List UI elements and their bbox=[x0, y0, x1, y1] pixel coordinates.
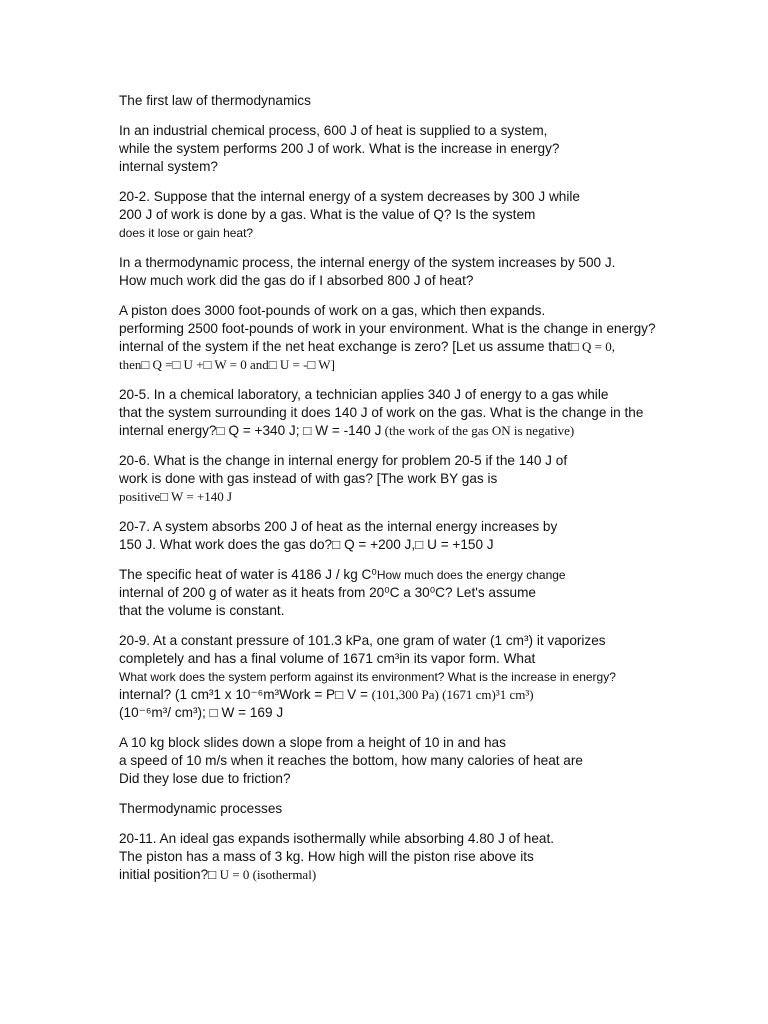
text-line: The piston has a mass of 3 kg. How high will the piston rise above its bbox=[119, 849, 534, 864]
problem-paragraph bbox=[119, 122, 699, 176]
text-line: 20-11. An ideal gas expands isothermally while absorbing 4.80 J of heat. bbox=[119, 831, 555, 846]
text-line bbox=[119, 566, 699, 584]
formula-segment: □ Q = 0, bbox=[570, 339, 615, 354]
text-line: In a thermodynamic process, the internal energy of the system increases by 500 J. bbox=[119, 255, 616, 270]
text-line: 200 J of work is done by a gas. What is the value of Q? Is the system bbox=[119, 207, 536, 222]
problem-paragraph bbox=[119, 566, 699, 620]
problem-paragraph bbox=[119, 188, 699, 242]
text-line: What work does the system perform against its environment? What is the increase in energy? bbox=[119, 670, 616, 684]
text-line bbox=[119, 686, 699, 704]
problem-paragraph bbox=[119, 302, 699, 374]
formula-segment: (the work of the gas ON is negative) bbox=[381, 423, 575, 438]
text-line: 150 J. What work does the gas do?□ Q = +200 J,□ U = +150 J bbox=[119, 537, 494, 552]
text-line: Thermodynamic processes bbox=[119, 801, 283, 816]
document-page bbox=[119, 92, 699, 896]
problem-paragraph bbox=[119, 452, 699, 506]
text-segment: internal energy?□ Q = +340 J; □ W = -140 J bbox=[119, 423, 382, 438]
text-line bbox=[119, 866, 699, 884]
problem-paragraph bbox=[119, 632, 699, 722]
text-line: How much work did the gas do if I absorbed 800 J of heat? bbox=[119, 273, 474, 288]
text-line: internal of 200 g of water as it heats from 20⁰C a 30⁰C? Let's assume bbox=[119, 585, 536, 600]
text-line: that the volume is constant. bbox=[119, 603, 285, 618]
text-line: a speed of 10 m/s when it reaches the bottom, how many calories of heat are bbox=[119, 753, 583, 768]
text-segment: internal of the system if the net heat exchange is zero? [Let us assume that bbox=[119, 339, 571, 354]
text-line: (10⁻⁶m³/ cm³); □ W = 169 J bbox=[119, 705, 284, 720]
text-line: performing 2500 foot-pounds of work in your environment. What is the change in energy? bbox=[119, 321, 656, 336]
formula-segment: U = 0 (isothermal) bbox=[216, 867, 317, 882]
text-line: internal system? bbox=[119, 159, 218, 174]
problem-paragraph bbox=[119, 734, 699, 788]
text-line: completely and has a final volume of 1671 cm³in its vapor form. What bbox=[119, 651, 536, 666]
text-line: 20-9. At a constant pressure of 101.3 kPa, one gram of water (1 cm³) it vaporizes bbox=[119, 633, 606, 648]
problem-paragraph bbox=[119, 518, 699, 554]
text-line: The first law of thermodynamics bbox=[119, 93, 311, 108]
text-line: while the system performs 200 J of work. What is the increase in energy? bbox=[119, 141, 560, 156]
text-line: Did they lose due to friction? bbox=[119, 771, 291, 786]
formula-segment: (101,300 Pa) (1671 cm)³1 cm³) bbox=[371, 687, 534, 702]
text-line: 20-5. In a chemical laboratory, a technician applies 340 J of energy to a gas while bbox=[119, 387, 609, 402]
problem-paragraph bbox=[119, 254, 699, 290]
formula-line: then□ Q =□ U +□ W = 0 and□ U = -□ W] bbox=[119, 357, 335, 372]
text-line: does it lose or gain heat? bbox=[119, 226, 254, 240]
section-heading bbox=[119, 800, 699, 818]
formula-line: positive□ W = +140 J bbox=[119, 489, 233, 504]
text-line: In an industrial chemical process, 600 J of heat is supplied to a system, bbox=[119, 123, 548, 138]
text-segment: initial position?□ bbox=[119, 867, 217, 882]
text-segment: The specific heat of water is 4186 J / kg C⁰ bbox=[119, 567, 377, 582]
section-title bbox=[119, 92, 699, 110]
text-line bbox=[119, 422, 699, 440]
text-line bbox=[119, 338, 699, 356]
text-segment: internal? (1 cm³1 x 10⁻⁶m³Work = P□ V = bbox=[119, 687, 372, 702]
text-line: 20-2. Suppose that the internal energy of a system decreases by 300 J while bbox=[119, 189, 580, 204]
text-line: 20-6. What is the change in internal energy for problem 20-5 if the 140 J of bbox=[119, 453, 568, 468]
text-line: work is done with gas instead of with gas? [The work BY gas is bbox=[119, 471, 498, 486]
text-line: A 10 kg block slides down a slope from a height of 10 in and has bbox=[119, 735, 506, 750]
text-line: 20-7. A system absorbs 200 J of heat as the internal energy increases by bbox=[119, 519, 558, 534]
problem-paragraph bbox=[119, 830, 699, 884]
text-segment: How much does the energy change bbox=[376, 568, 566, 582]
text-line: A piston does 3000 foot-pounds of work on a gas, which then expands. bbox=[119, 303, 546, 318]
problem-paragraph bbox=[119, 386, 699, 440]
text-line: that the system surrounding it does 140 J of work on the gas. What is the change in the bbox=[119, 405, 644, 420]
